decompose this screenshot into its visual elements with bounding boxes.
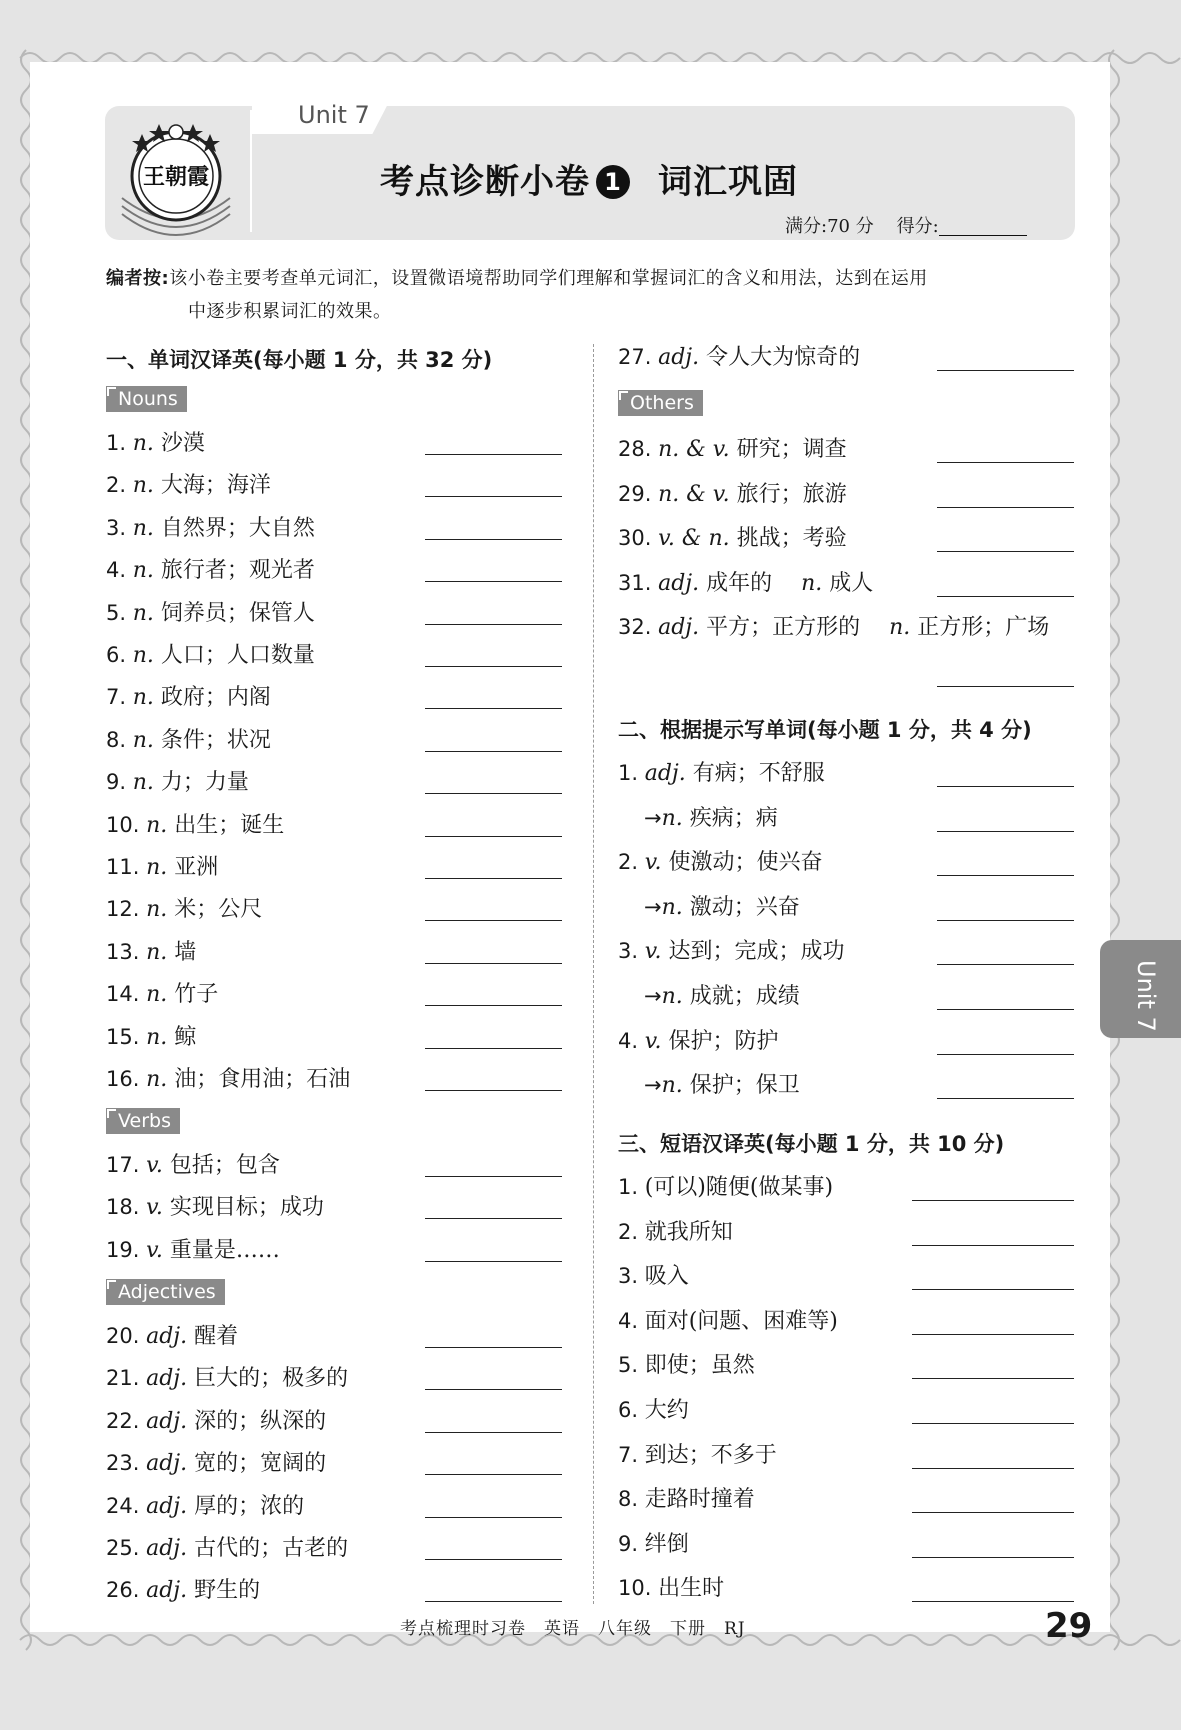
category-tag: Adjectives [106,1279,225,1305]
question-number: 5. [106,600,133,625]
part-of-speech: n. [132,558,161,584]
meaning-text: 鲸 [174,1024,197,1050]
question-number: 31. [618,570,659,595]
part-of-speech: n. [132,727,161,753]
part-of-speech: adj. [146,1408,195,1434]
answer-blank[interactable] [425,1090,562,1091]
question-item [106,598,315,628]
meaning-text: 成年的 [706,570,773,596]
part-of-speech: n. [132,770,161,796]
meaning-text: 走路时撞着 [644,1487,755,1513]
part-of-speech: n. [132,515,161,541]
question-item [106,1064,350,1094]
question-item [106,810,284,840]
answer-blank[interactable] [425,1005,562,1006]
question-number: 18. [106,1195,147,1220]
part-of-speech: adj. [658,345,707,370]
question-item [106,937,196,967]
question-number: 5. [618,1353,645,1378]
question-item [644,1070,800,1100]
part-of-speech: v. [644,850,669,876]
part-of-speech: n. [661,805,690,831]
question-number: 29. [618,481,659,506]
question-item [618,847,823,877]
part-of-speech: adj. [146,1578,195,1604]
publisher-logo [112,112,240,240]
meaning-text: 吸入 [644,1264,689,1290]
question-item [618,1350,755,1380]
answer-blank[interactable] [425,708,562,709]
meaning-text: (可以)随便(做某事) [644,1175,834,1200]
answer-blank[interactable] [425,1389,562,1390]
answer-blank[interactable] [425,1347,562,1348]
meaning-text: 政府；内阁 [160,685,271,711]
question-number: 24. [106,1493,147,1518]
meaning-text: 米；公尺 [174,897,263,923]
question-number: 9. [106,770,133,795]
meaning-text: 古代的；古老的 [194,1536,349,1561]
question-item [618,612,1049,642]
meaning-text: 实现目标；成功 [169,1195,324,1221]
question-number: 7. [106,685,133,710]
meaning-text: 有病；不舒服 [692,761,825,786]
question-item [618,342,860,372]
meaning-text: 平方；正方形的 [706,615,861,641]
question-item [106,767,249,797]
answer-blank[interactable] [937,875,1074,876]
question-item [106,640,315,670]
question-item [106,852,218,882]
meaning-text: 成人 [829,570,874,596]
question-number: 19. [106,1237,147,1262]
part-of-speech: adj. [658,615,707,641]
meaning-text: 野生的 [194,1578,261,1604]
question-item [618,1306,838,1336]
meaning-text: 保护；防护 [668,1028,779,1054]
question-item [106,979,218,1009]
meaning-text: 亚洲 [174,855,219,880]
answer-blank[interactable] [425,878,562,879]
question-number: 4. [106,558,133,583]
answer-blank[interactable] [912,1378,1074,1379]
question-number: 3. [618,1264,645,1289]
meaning-text: 保护；保卫 [689,1073,800,1099]
answer-blank[interactable] [425,793,562,794]
question-number: 27. [618,345,659,369]
answer-blank[interactable] [912,1468,1074,1469]
question-item [106,1406,326,1436]
answer-blank[interactable] [912,1289,1074,1290]
part-of-speech: n. [132,473,161,499]
section-heading: 一、单词汉译英(每小题 1 分，共 32 分) [106,348,493,372]
answer-blank[interactable] [425,1218,562,1219]
question-item [618,936,845,966]
answer-blank[interactable] [425,1176,562,1177]
page-number: 29 [1045,1606,1093,1646]
answer-blank[interactable] [937,964,1074,965]
header-divider [250,110,252,232]
question-number: 8. [106,727,133,752]
question-item [106,428,205,458]
unit-label: Unit 7 [298,101,370,129]
meaning-text: 到达；不多于 [644,1442,777,1468]
question-number: 15. [106,1024,147,1049]
part-of-speech: n. [146,939,175,965]
meaning-text: 即使；虽然 [644,1353,755,1379]
answer-blank[interactable] [425,751,562,752]
question-item [618,1026,779,1056]
part-of-speech: n. [661,984,690,1009]
part-of-speech: n. & v. [658,437,737,462]
category-tag: Verbs [106,1108,180,1134]
question-item [618,758,825,788]
question-item [106,894,262,924]
part-of-speech: n. [146,1024,175,1050]
meaning-text: 力；力量 [160,770,249,796]
meaning-text: 绊倒 [644,1531,689,1557]
meaning-text: 包括；包含 [169,1153,280,1178]
meaning-text: 沙漠 [160,431,205,456]
part-of-speech: v. [146,1237,170,1263]
question-number: 2. [106,473,133,498]
answer-blank[interactable] [425,454,562,455]
question-item [618,1261,689,1291]
answer-blank[interactable] [425,1474,562,1475]
question-item [106,1363,348,1393]
part-of-speech: adj. [146,1366,195,1392]
title-number-badge: 1 [596,165,630,199]
meaning-text: 大约 [644,1398,689,1423]
meaning-text: 自然界；大自然 [160,515,315,541]
part-of-speech: n. [132,431,161,456]
answer-blank[interactable] [937,831,1074,832]
answer-blank[interactable] [425,539,562,540]
question-number: 8. [618,1487,645,1512]
question-item [106,1533,348,1563]
answer-blank[interactable] [425,963,562,964]
question-item [618,1573,724,1603]
question-number: 10. [106,812,147,837]
meaning-text: 令人大为惊奇的 [706,345,861,370]
answer-blank[interactable] [425,1559,562,1560]
answer-blank[interactable] [937,786,1074,787]
answer-blank[interactable] [425,1432,562,1433]
question-number: 28. [618,437,659,461]
meaning-text: 疾病；病 [689,805,778,831]
question-number: 10. [618,1576,659,1601]
question-item [106,1022,196,1052]
answer-blank[interactable] [937,686,1074,687]
meaning-text: 大海；海洋 [160,473,271,499]
question-number: 9. [618,1531,645,1556]
meaning-text: 旅行者；观光者 [160,558,315,584]
section-heading: 二、根据提示写单词(每小题 1 分，共 4 分) [618,718,1032,742]
question-number: 26. [106,1578,147,1603]
part-of-speech: adj. [658,570,707,596]
question-number: 23. [106,1451,147,1476]
meaning-text: 就我所知 [644,1219,733,1245]
question-item [618,1529,689,1559]
meaning-text: 醒着 [194,1324,239,1349]
part-of-speech: adj. [146,1536,195,1561]
part-of-speech: v. [644,939,669,965]
meaning-text: 面对(问题、困难等) [644,1308,838,1334]
answer-blank[interactable] [425,581,562,582]
answer-blank[interactable] [912,1200,1074,1201]
question-number: → [644,894,662,919]
category-tag: Nouns [106,386,187,412]
part-of-speech: adj. [146,1451,195,1477]
question-number: 21. [106,1366,147,1391]
question-number: 3. [618,939,645,964]
question-item [106,1235,280,1265]
part-of-speech: v. [146,1153,170,1178]
question-item [644,981,800,1011]
answer-blank[interactable] [937,551,1074,552]
part-of-speech: v. [146,1195,170,1221]
answer-blank[interactable] [937,1098,1074,1099]
column-divider [593,344,594,1604]
question-item [618,1172,833,1202]
answer-blank[interactable] [937,370,1074,371]
question-number: 7. [618,1442,645,1467]
part-of-speech: adj. [146,1493,195,1519]
question-item [618,1440,777,1470]
meaning-text: 出生时 [658,1576,725,1602]
question-item [106,682,271,712]
question-number: 25. [106,1536,147,1560]
question-number: 32. [618,615,659,640]
meaning-text: 重量是…… [169,1237,280,1263]
question-item [106,1491,304,1521]
answer-blank[interactable] [937,596,1074,597]
unit-side-tab: Unit 7 [1100,940,1181,1038]
meaning-text: 挑战；考验 [736,526,847,552]
question-item [618,523,847,553]
question-item [644,892,800,922]
part-of-speech: n. [661,1073,690,1099]
question-number: 6. [618,1398,645,1422]
meaning-text: 竹子 [174,982,219,1008]
question-number: 6. [106,643,133,667]
question-number: 1. [106,431,133,455]
question-number: 1. [618,1175,645,1199]
part-of-speech: n. [146,897,175,923]
part-of-speech: n. [889,615,918,641]
question-number: 17. [106,1153,147,1177]
meaning-text: 正方形；广场 [917,615,1050,641]
question-item [106,725,271,755]
answer-blank[interactable] [425,1048,562,1049]
answer-blank[interactable] [425,624,562,625]
logo-wordmark: 王朝霞 [142,164,210,190]
meaning-text: 墙 [174,939,197,965]
meaning-text: 宽的；宽阔的 [194,1451,327,1477]
meaning-text: 达到；完成；成功 [668,939,845,965]
meaning-text: 人口；人口数量 [160,643,315,668]
question-number: 30. [618,526,659,551]
answer-blank[interactable] [425,920,562,921]
meaning-text: 激动；兴奋 [689,894,800,920]
question-number: → [644,984,662,1008]
answer-blank[interactable] [937,1009,1074,1010]
question-number: 4. [618,1028,645,1053]
question-number: 20. [106,1324,147,1348]
answer-blank[interactable] [912,1245,1074,1246]
meaning-text: 使激动；使兴奋 [668,850,823,876]
meaning-text: 条件；状况 [160,727,271,753]
question-item [106,1448,326,1478]
answer-blank[interactable] [425,1261,562,1262]
part-of-speech: n. [661,894,690,920]
section-heading: 三、短语汉译英(每小题 1 分，共 10 分) [618,1132,1005,1156]
score-line: 满分:70 分 得分: [785,212,1027,238]
question-item [618,1395,689,1425]
question-item [106,1321,238,1351]
question-number: 13. [106,939,147,964]
category-tag: Others [618,390,703,416]
question-number: → [644,805,662,830]
part-of-speech: n. [132,643,161,668]
meaning-text: 厚的；浓的 [194,1493,305,1519]
answer-blank[interactable] [937,507,1074,508]
question-item [618,1217,733,1247]
score-blank[interactable] [939,215,1027,236]
part-of-speech: adj. [146,1324,195,1349]
part-of-speech: v. & n. [658,526,737,552]
part-of-speech: n. [801,570,830,596]
answer-blank[interactable] [912,1423,1074,1424]
question-item [618,479,847,509]
meaning-text: 油；食用油；石油 [174,1067,351,1092]
footer-info: 考点梳理时习卷 英语 八年级 下册 RJ [400,1619,746,1639]
question-item [106,1192,324,1222]
meaning-text: 深的；纵深的 [194,1408,327,1434]
question-item [106,470,271,500]
meaning-text: 成就；成绩 [689,984,800,1009]
meaning-text: 巨大的；极多的 [194,1366,349,1392]
meaning-text: 研究；调查 [736,437,847,462]
question-item [106,1150,280,1180]
part-of-speech: n. [146,1067,175,1092]
answer-blank[interactable] [937,1054,1074,1055]
question-item [106,1575,260,1605]
answer-blank[interactable] [937,462,1074,463]
answer-blank[interactable] [425,496,562,497]
question-item [644,803,778,833]
part-of-speech: n. [146,812,175,838]
question-item [106,555,315,585]
question-number: 16. [106,1067,147,1091]
part-of-speech: v. [644,1028,669,1054]
meaning-text: 饲养员；保管人 [160,600,315,626]
answer-blank[interactable] [425,1601,562,1602]
question-item [106,513,315,543]
question-number: 11. [106,855,147,879]
question-item [618,1484,755,1514]
question-number: 3. [106,515,133,540]
answer-blank[interactable] [912,1512,1074,1513]
part-of-speech: adj. [644,761,693,786]
answer-blank[interactable] [425,836,562,837]
question-item [618,434,847,464]
part-of-speech: n. & v. [658,481,737,507]
question-number: 12. [106,897,147,922]
part-of-speech: n. [132,685,161,711]
answer-blank[interactable] [425,1517,562,1518]
question-number: 2. [618,1219,645,1244]
answer-blank[interactable] [912,1601,1074,1602]
answer-blank[interactable] [937,920,1074,921]
part-of-speech: n. [146,855,175,880]
question-number: 22. [106,1408,147,1433]
editor-note: 编者按:该小卷主要考查单元词汇，设置微语境帮助同学们理解和掌握词汇的含义和用法，达到在运用 中逐步积累词汇的效果。 [106,268,928,322]
answer-blank[interactable] [912,1557,1074,1558]
page-title: 考点诊断小卷 1 词汇巩固 [380,162,798,202]
question-number: 2. [618,850,645,875]
answer-blank[interactable] [912,1334,1074,1335]
question-number: → [644,1073,662,1098]
meaning-text: 旅行；旅游 [736,481,847,507]
meaning-text: 出生；诞生 [174,812,285,838]
answer-blank[interactable] [425,666,562,667]
part-of-speech: n. [146,982,175,1008]
question-number: 4. [618,1308,645,1333]
part-of-speech: n. [132,600,161,626]
question-number: 14. [106,982,147,1007]
question-number: 1. [618,761,645,785]
question-item [618,568,873,598]
